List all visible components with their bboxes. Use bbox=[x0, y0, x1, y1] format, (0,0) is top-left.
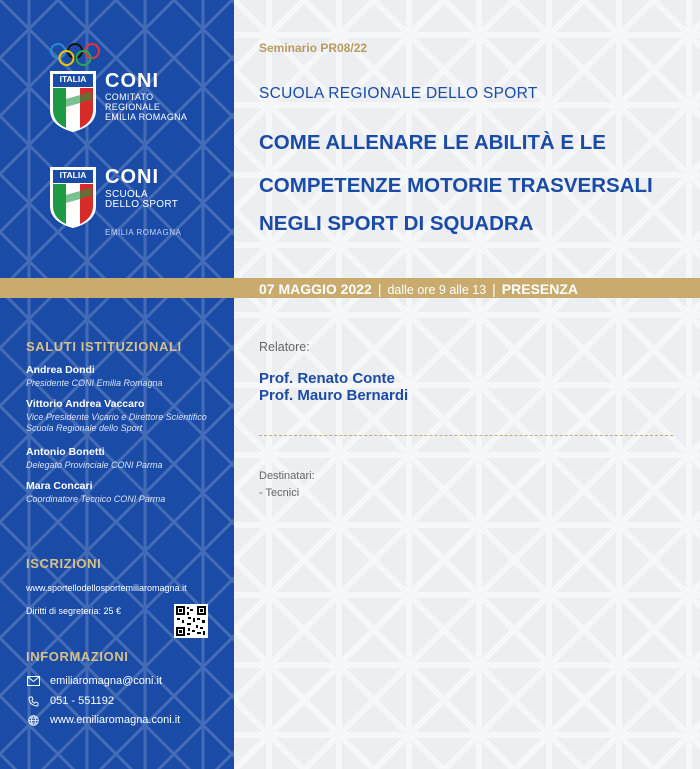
title-line: COMPETENZE MOTORIE TRASVERSALI bbox=[259, 174, 653, 197]
phone-text[interactable]: 051 - 551192 bbox=[50, 695, 115, 707]
flag-label: ITALIA bbox=[59, 170, 87, 180]
informazioni-heading: INFORMAZIONI bbox=[26, 649, 129, 664]
fee-text: Diritti di segreteria: 25 € bbox=[26, 606, 122, 616]
person-entry bbox=[26, 446, 226, 471]
divider bbox=[259, 435, 673, 436]
person-entry bbox=[26, 480, 226, 505]
person-name: Vittorio Andrea Vaccaro bbox=[26, 398, 145, 410]
region-label: EMILIA ROMAGNA bbox=[105, 228, 182, 237]
title-line: COME ALLENARE LE ABILITÀ E LE bbox=[259, 131, 606, 154]
person-entry bbox=[26, 398, 226, 434]
event-date: 07 MAGGIO 2022 bbox=[259, 281, 372, 297]
web-text[interactable]: www.emiliaromagna.coni.it bbox=[50, 714, 181, 726]
separator: | bbox=[492, 281, 496, 297]
coni-scuola-logo bbox=[49, 166, 229, 236]
saluti-heading: SALUTI ISTITUZIONALI bbox=[26, 339, 182, 354]
event-time: dalle ore 9 alle 13 bbox=[387, 283, 487, 297]
coni-wordmark: CONI bbox=[105, 70, 159, 92]
contact-email[interactable] bbox=[26, 674, 162, 688]
flag-label: ITALIA bbox=[59, 74, 87, 84]
person-role: Vice Presidente Vicario e Direttore Scientifico Scuola Regionale dello Sport bbox=[26, 412, 207, 433]
iscrizioni-heading: ISCRIZIONI bbox=[26, 556, 102, 571]
school-name: SCUOLA REGIONALE DELLO SPORT bbox=[259, 85, 538, 102]
person-role: Delegato Provinciale CONI Parma bbox=[26, 460, 163, 470]
iscrizioni-link[interactable]: www.sportellodellosportemiliaromagna.it bbox=[26, 583, 187, 593]
logo-sub-line: REGIONALE bbox=[105, 102, 161, 112]
seminar-code: Seminario PR08/22 bbox=[259, 41, 368, 55]
title-line: NEGLI SPORT DI SQUADRA bbox=[259, 212, 534, 235]
relatore-name: Prof. Mauro Bernardi bbox=[259, 387, 409, 404]
relatore-label: Relatore: bbox=[259, 340, 310, 354]
person-name: Andrea Dondi bbox=[26, 364, 95, 376]
person-role: Coordinatore Tecnico CONI Parma bbox=[26, 494, 166, 504]
logo-sub-line: DELLO SPORT bbox=[105, 199, 179, 210]
person-role: Presidente CONI Emilia Romagna bbox=[26, 378, 163, 388]
globe-icon bbox=[26, 713, 40, 727]
left-panel bbox=[0, 0, 234, 769]
separator: | bbox=[377, 281, 382, 297]
person-entry bbox=[26, 364, 226, 389]
olympic-rings-icon bbox=[49, 42, 101, 66]
destinatari-label: Destinatari: bbox=[259, 470, 315, 482]
contact-web[interactable] bbox=[26, 713, 180, 727]
phone-icon bbox=[26, 694, 40, 708]
email-text[interactable]: emiliaromagna@coni.it bbox=[50, 675, 163, 687]
date-band-text bbox=[259, 281, 578, 297]
destinatari-item: - Tecnici bbox=[259, 487, 300, 499]
coni-er-logo bbox=[49, 70, 229, 140]
contact-phone[interactable] bbox=[26, 694, 114, 708]
qr-code-icon[interactable] bbox=[174, 604, 208, 638]
event-mode: PRESENZA bbox=[501, 281, 579, 297]
mail-icon bbox=[26, 674, 40, 688]
coni-wordmark: CONI bbox=[105, 166, 159, 188]
logo-sub-line: COMITATO bbox=[105, 92, 154, 102]
relatore-name: Prof. Renato Conte bbox=[259, 370, 395, 387]
person-name: Mara Concari bbox=[26, 480, 93, 492]
logo-sub-line: SCUOLA bbox=[105, 189, 148, 200]
logo-sub-line: EMILIA ROMAGNA bbox=[105, 112, 188, 122]
person-name: Antonio Bonetti bbox=[26, 446, 105, 458]
